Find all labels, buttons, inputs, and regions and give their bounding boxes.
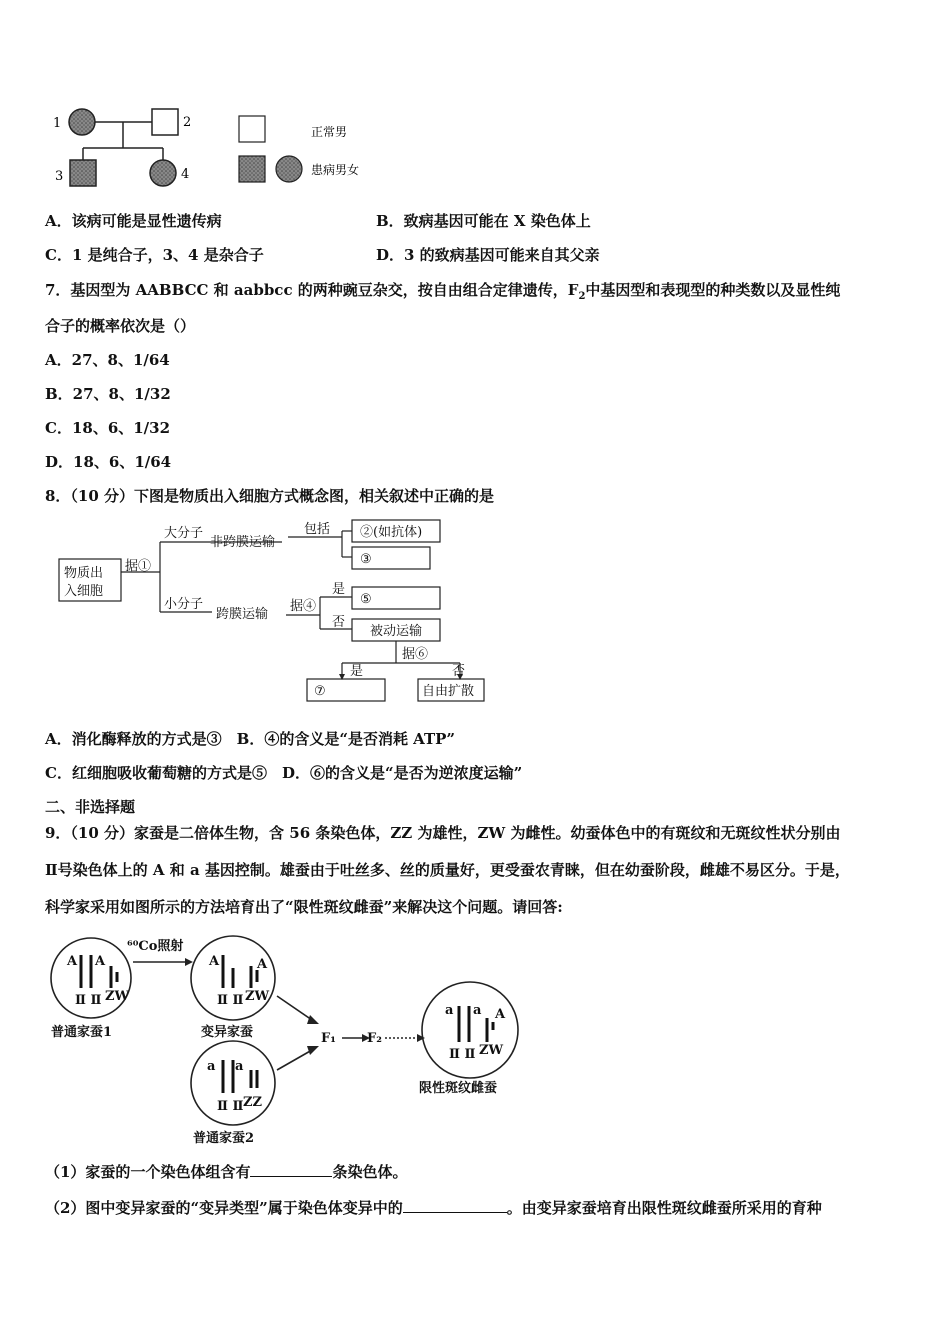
pedigree-label-3: 3 [55, 169, 64, 184]
mutant-label: 变异家蚕 [201, 1025, 254, 1040]
q7-stem-line1: 7．基因型为 AABBCC 和 aabbcc 的两种豌豆杂交，按自由组合定律遗传，$F_2$中基因型和表现型的种类数以及显性纯 [45, 281, 841, 302]
pedigree-diagram [45, 98, 385, 193]
yes-label: 是 [332, 582, 346, 597]
f2-label: F₂ [367, 1031, 382, 1046]
q6-option-d: D．3 的致病基因可能来自其父亲 [376, 246, 600, 264]
yes2-label: 是 [350, 664, 364, 679]
chrom-ii-1: Ⅱ Ⅱ [75, 993, 102, 1008]
small-label: 小分子 [164, 597, 204, 612]
by6-label: 据⑥ [402, 647, 429, 662]
q6-option-a: A．该病可能是显性遗传病 [45, 212, 222, 230]
silkworm2-label: 普通家蚕2 [193, 1131, 255, 1146]
passive-label: 被动运输 [370, 624, 423, 639]
section-heading: 二、非选择题 [45, 798, 136, 816]
zz-label: ZZ [243, 1095, 262, 1110]
q8-stem: 8．（10 分）下图是物质出入细胞方式概念图，相关叙述中正确的是 [45, 487, 495, 505]
q6-option-b: B．致病基因可能在 X 染色体上 [376, 212, 591, 230]
irradiation-label: ⁶⁰Co照射 [127, 939, 184, 954]
root-line2: 入细胞 [64, 584, 104, 599]
zw-4: ZW [479, 1043, 504, 1058]
chrom-ii-3: Ⅱ Ⅱ [217, 1099, 244, 1114]
box7-label: ⑦ [314, 684, 326, 699]
individual-1-affected-female [69, 109, 95, 135]
q8-options-cd: C．红细胞吸收葡萄糖的方式是⑤ D．⑥的含义是“是否为逆浓度运输” [45, 764, 523, 782]
f1-label: F₁ [321, 1031, 336, 1046]
box5-label: ⑤ [360, 592, 372, 607]
no2-label: 否 [452, 664, 466, 679]
q9-sub2: （2）图中变异家蚕的“变异类型”属于染色体变异中的 。由变异家蚕培育出限性斑纹雌蚕所采用的育种 [45, 1199, 822, 1217]
root-line1: 物质出 [64, 566, 104, 581]
free-diffusion-label: 自由扩散 [422, 684, 475, 699]
q7-option-a: A．27、8、1/64 [45, 351, 170, 369]
include-label: 包括 [304, 522, 331, 537]
q8-options-ab: A．消化酶释放的方式是③ B．④的含义是“是否消耗 ATP” [45, 730, 456, 748]
individual-2-normal-male [152, 109, 178, 135]
gene-a7: a [445, 1003, 454, 1018]
pedigree-label-4: 4 [181, 167, 190, 182]
gene-a4: A [257, 957, 268, 972]
legend-normal-male-label: 正常男 [311, 125, 348, 139]
answer-blank-2[interactable] [403, 1198, 507, 1213]
individual-3-affected-male [70, 160, 96, 186]
macro-label: 大分子 [164, 526, 204, 541]
female-label: 限性斑纹雌蚕 [419, 1081, 498, 1096]
legend-normal-male-symbol [239, 116, 265, 142]
individual-4-affected-female [150, 160, 176, 186]
legend-affected-male-symbol [239, 156, 265, 182]
legend-affected-label: 患病男女 [311, 163, 360, 177]
gene-a1: A [67, 954, 78, 969]
silkworm1-label: 普通家蚕1 [51, 1025, 113, 1040]
gene-a6: a [235, 1059, 244, 1074]
gene-a5: a [207, 1059, 216, 1074]
transport-concept-map [52, 515, 492, 707]
membrane-label: 跨膜运输 [216, 607, 269, 622]
zw-2: ZW [245, 989, 270, 1004]
silkworm-breeding-diagram [45, 930, 545, 1148]
chrom-ii-2: Ⅱ Ⅱ [217, 993, 244, 1008]
q9-sub1: （1）家蚕的一个染色体组含有 条染色体。 [45, 1163, 408, 1181]
zw-1: ZW [105, 989, 130, 1004]
answer-blank-1[interactable] [250, 1162, 332, 1177]
gene-a8: a [473, 1003, 482, 1018]
gene-a2: A [95, 954, 106, 969]
q7-option-c: C．18、6、1/32 [45, 419, 171, 437]
box3-label: ③ [360, 552, 372, 567]
gene-a9: A [495, 1007, 506, 1022]
q9-stem-line1: 9．（10 分）家蚕是二倍体生物，含 56 条染色体，ZZ 为雄性，ZW 为雌性。幼蚕体色中的有斑纹和无斑纹性状分别由 [45, 824, 841, 842]
by4-label: 据④ [290, 599, 317, 614]
no-label: 否 [332, 615, 346, 630]
legend-affected-female-symbol [276, 156, 302, 182]
chrom-ii-4: Ⅱ Ⅱ [449, 1047, 476, 1062]
box2-label: ②(如抗体) [360, 525, 423, 540]
q9-stem-line3: 科学家采用如图所示的方法培育出了“限性斑纹雌蚕”来解决这个问题。请回答: [45, 898, 563, 916]
q7-option-d: D．18、6、1/64 [45, 453, 172, 471]
pedigree-label-2: 2 [183, 115, 192, 130]
pedigree-label-1: 1 [53, 116, 62, 131]
gene-a3: A [209, 954, 220, 969]
by1-label: 据① [125, 559, 152, 574]
q7-option-b: B．27、8、1/32 [45, 385, 171, 403]
q9-stem-line2: Ⅱ号染色体上的 A 和 a 基因控制。雄蚕由于吐丝多、丝的质量好，更受蚕农青睐，但在幼蚕阶段，雌雄不易区分。于是， [45, 861, 850, 879]
non-membrane-label: 非跨膜运输 [210, 535, 276, 550]
q6-option-c: C．1 是纯合子，3、4 是杂合子 [45, 246, 264, 264]
q7-stem-line2: 合子的概率依次是（） [45, 317, 196, 335]
